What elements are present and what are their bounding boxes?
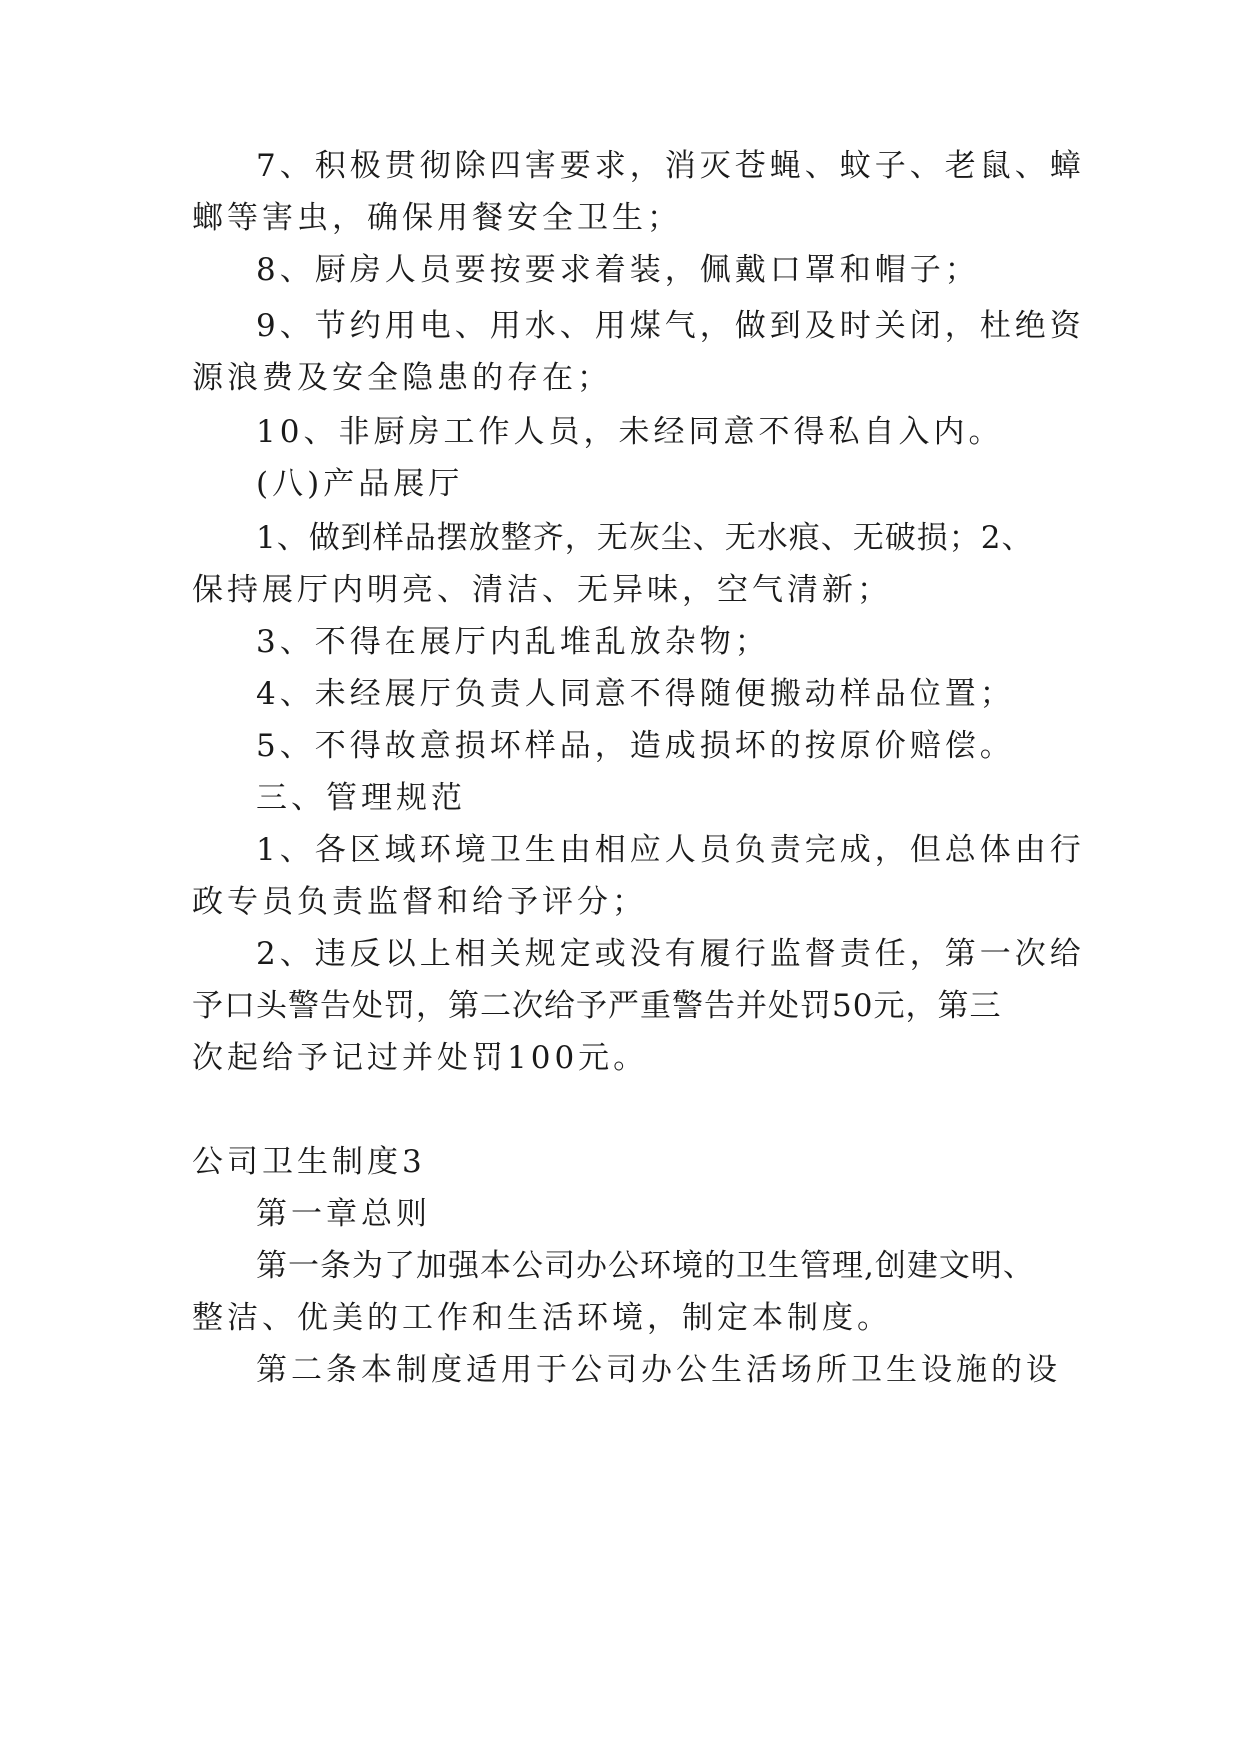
paragraph-line: 次起给予记过并处罚100元。 [192,1040,649,1076]
paragraph-line: 2、违反以上相关规定或没有履行监督责任，第一次给 [256,936,1085,972]
paragraph-line: 第二条本制度适用于公司办公生活场所卫生设施的设 [256,1352,1061,1388]
paragraph-line: 10、非厨房工作人员，未经同意不得私自入内。 [256,414,1004,450]
chapter-heading: 第一章总则 [256,1196,431,1232]
paragraph-line: 予口头警告处罚，第二次给予严重警告并处罚50元，第三 [192,988,1002,1024]
paragraph-line: 保持展厅内明亮、清洁、无异味，空气清新； [192,572,892,608]
paragraph-line: 整洁、优美的工作和生活环境，制定本制度。 [192,1300,892,1336]
paragraph-line: 8、厨房人员要按要求着装，佩戴口罩和帽子； [256,252,980,288]
paragraph-line: 政专员负责监督和给予评分； [192,884,647,920]
paragraph-line: 第一条为了加强本公司办公环境的卫生管理,创建文明、 [256,1248,1035,1284]
paragraph-line: 1、各区域环境卫生由相应人员负责完成，但总体由行 [256,832,1085,868]
paragraph-line: 3、不得在展厅内乱堆乱放杂物； [256,624,770,660]
paragraph-line: 1、做到样品摆放整齐，无灰尘、无水痕、无破损；2、 [256,520,1034,556]
document-title: 公司卫生制度3 [192,1144,426,1180]
section-heading: 三、管理规范 [256,780,466,816]
paragraph-line: 4、未经展厅负责人同意不得随便搬动样品位置； [256,676,1015,712]
paragraph-line: 源浪费及安全隐患的存在； [192,360,612,396]
paragraph-line: 9、节约用电、用水、用煤气，做到及时关闭，杜绝资 [256,308,1085,344]
paragraph-line: 5、不得故意损坏样品，造成损坏的按原价赔偿。 [256,728,1015,764]
section-heading: (八)产品展厅 [256,466,464,502]
paragraph-line: 螂等害虫，确保用餐安全卫生； [192,200,682,236]
paragraph-line: 7、积极贯彻除四害要求，消灭苍蝇、蚊子、老鼠、蟑 [256,148,1085,184]
